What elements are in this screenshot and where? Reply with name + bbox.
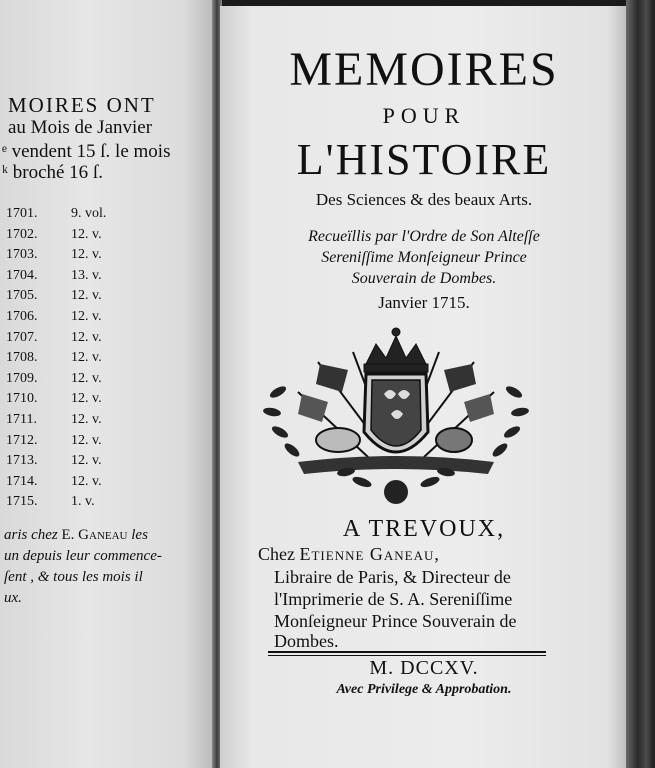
volume-count: 12. v. — [71, 391, 102, 407]
volume-count: 12. v. — [71, 473, 102, 489]
volume-row — [6, 330, 106, 351]
volume-year: 1704. — [6, 267, 38, 283]
footer-line-1-post: les — [127, 527, 148, 543]
left-header-line-3: ᵉ vendent 15 ſ. le mois — [2, 141, 171, 162]
volume-row — [6, 453, 106, 474]
volume-count: 12. v. — [71, 308, 102, 324]
left-header-line-4: ᵏ broché 16 ſ. — [2, 162, 103, 183]
volume-year: 1709. — [6, 370, 38, 386]
volume-row — [6, 391, 106, 412]
volume-year: 1703. — [6, 247, 38, 263]
volume-count: 12. v. — [71, 288, 102, 304]
privilege-line: Avec Privilege & Approbation. — [336, 682, 512, 697]
recueillis-line-3: Souverain de Dombes. — [351, 270, 497, 287]
title-memoires: MEMOIRES — [289, 43, 559, 96]
publisher-line — [258, 544, 440, 565]
volume-row — [6, 268, 106, 289]
volume-row — [6, 371, 106, 392]
volume-year: 1713. — [6, 453, 38, 469]
footer-publisher-name: E. Ganeau — [61, 527, 128, 543]
footer-line-1 — [4, 525, 162, 546]
volume-count: 12. v. — [71, 411, 102, 427]
volume-row — [6, 350, 106, 371]
volume-count: 12. v. — [71, 453, 102, 469]
recueillis-line-2: Sereniſſime Monſeigneur Prince — [321, 249, 527, 266]
volume-row — [6, 494, 106, 515]
recueillis-line-1: Recueïllis par l'Ordre de Son Alteſſe — [308, 228, 540, 245]
title-pour: POUR — [382, 103, 466, 128]
volume-year: 1701. — [6, 206, 38, 221]
place-of-publication: A TREVOUX, — [342, 516, 506, 542]
volume-count: 9. vol. — [71, 206, 107, 221]
volume-count: 12. v. — [71, 329, 102, 345]
double-rule-thick — [268, 651, 546, 653]
imprint-line-4: Dombes. — [274, 631, 339, 651]
roman-year: M. DCCXV. — [369, 657, 479, 679]
left-header-line-2: au Mois de Janvier — [8, 117, 153, 138]
volume-year: 1714. — [6, 473, 38, 489]
volume-row — [6, 206, 106, 227]
volume-year: 1702. — [6, 226, 38, 242]
volume-year: 1710. — [6, 391, 38, 407]
volume-count: 12. v. — [71, 432, 102, 448]
footer-line-2: un depuis leur commence- — [4, 548, 162, 564]
volume-row — [6, 309, 106, 330]
volume-row — [6, 247, 106, 268]
imprint-line-1: Libraire de Paris, & Directeur de — [274, 567, 511, 587]
left-footer-note — [4, 525, 162, 609]
volume-count: 12. v. — [71, 370, 102, 386]
coat-of-arms-vignette — [258, 322, 534, 512]
issue-date: Janvier 1715. — [378, 293, 470, 312]
volume-count: 12. v. — [71, 226, 102, 242]
volume-count: 12. v. — [71, 247, 102, 263]
footer-line-4: ux. — [4, 590, 22, 606]
volume-year: 1715. — [6, 494, 38, 510]
left-header-line-1: MOIRES ONT — [8, 93, 156, 117]
volume-row — [6, 474, 106, 495]
imprint-line-3: Monſeigneur Prince Souverain de — [274, 611, 517, 631]
volume-row — [6, 227, 106, 248]
imprint-line-2: l'Imprimerie de S. A. Sereniſſime — [274, 589, 513, 609]
volume-year: 1706. — [6, 308, 38, 324]
volume-count: 13. v. — [71, 267, 102, 283]
volume-year: 1712. — [6, 432, 38, 448]
volume-count: 12. v. — [71, 350, 102, 366]
publisher-name: Etienne Ganeau, — [299, 544, 440, 564]
page-edges — [626, 0, 655, 768]
volume-row — [6, 412, 106, 433]
volume-year: 1707. — [6, 329, 38, 345]
volume-row — [6, 433, 106, 454]
publisher-chez: Chez — [258, 544, 300, 564]
volume-count: 1. v. — [71, 494, 95, 510]
double-rule-thin — [268, 655, 546, 656]
footer-line-3: ſent , & tous les mois il — [4, 569, 143, 585]
volume-list — [6, 206, 106, 515]
volume-year: 1711. — [6, 411, 37, 427]
volume-row — [6, 288, 106, 309]
footer-line-1-pre: aris chez — [4, 527, 62, 543]
volume-year: 1705. — [6, 288, 38, 304]
volume-year: 1708. — [6, 350, 38, 366]
subtitle: Des Sciences & des beaux Arts. — [315, 190, 533, 209]
title-histoire: L'HISTOIRE — [296, 135, 552, 184]
